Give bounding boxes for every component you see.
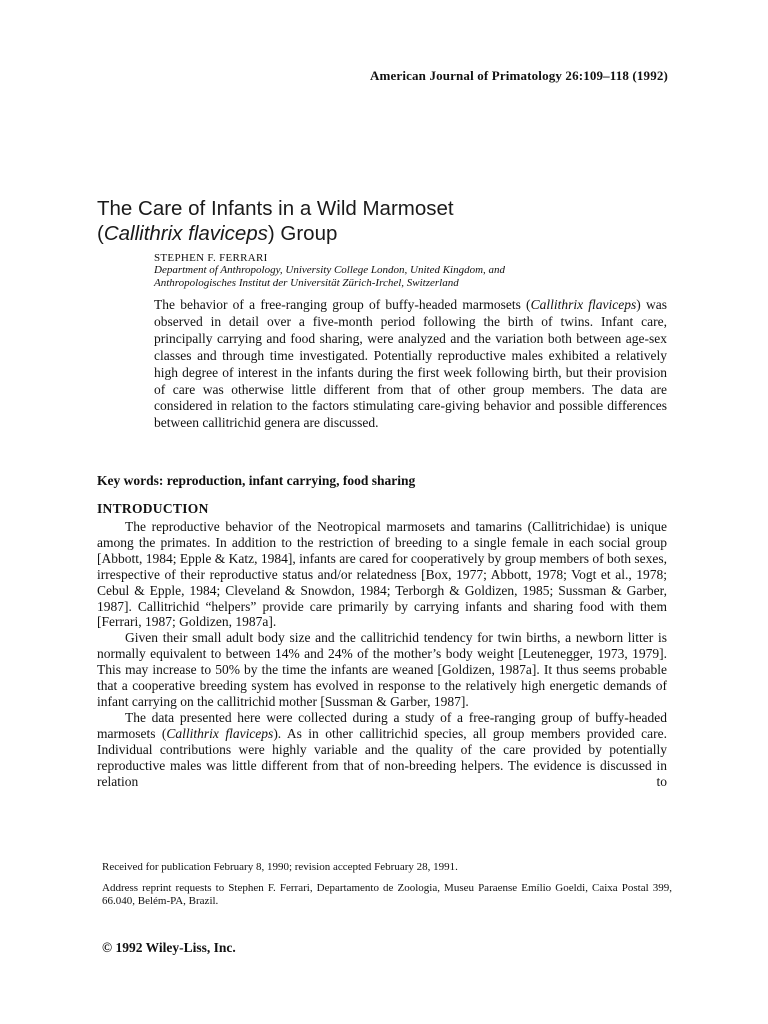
article-title-species: Callithrix flaviceps: [103, 222, 268, 245]
copyright: © 1992 Wiley-Liss, Inc.: [102, 940, 236, 955]
affiliation-line1: Department of Anthropology, University College London, United Kingdom, and: [154, 264, 506, 276]
intro-paragraph-3: The data presented here were collected during a study of a free-ranging group of buffy-headed marmosets (Callithrix flaviceps). As in other callitrichid species, all group members provided care. Individual contributions were highly variable and the quality of the care provided by potentially reproductive males was little different from that of non-breeding helpers. The evidence is discussed in relation to: [97, 709, 667, 789]
introduction-body: [97, 519, 667, 789]
abstract: The behavior of a free-ranging group of buffy-headed marmosets (Callithrix flaviceps) was observed in detail over a five-month period following the birth of twins. Infant care, principally carrying and food sharing, were analyzed and the variation both between age-sex classes and through time investigated. Potentially reproductive males exhibited a relatively high degree of interest in the infants during the first week following birth, but their provision of care was otherwise little different from that of other group members. The data are considered in relation to the factors stimulating care-giving behavior and possible differences between callitrichid genera are discussed.: [154, 297, 667, 431]
intro-paragraph-2: Given their small adult body size and the callitrichid tendency for twin births, a newborn litter is normally equivalent to between 14% and 24% of the mother’s body weight [Leutenegger, 1973, 1979]. This may increase to 50% by the time the infants are weaned [Goldizen, 1987a]. It thus seems probable that a cooperative breeding system has evolved in response to the relatively high energetic demands of infant carrying on the callitrichid mother [Sussman & Garber, 1987].: [97, 630, 667, 709]
article-title: [97, 196, 657, 246]
affiliation-line2: Anthropologisches Institut der Universität Zürich-Irchel, Switzerland: [154, 277, 459, 289]
received-note: Received for publication February 8, 1990; revision accepted February 28, 1991.: [102, 861, 458, 873]
intro-species: Callithrix flaviceps: [166, 725, 274, 741]
keywords: Key words: reproduction, infant carrying, food sharing: [97, 473, 416, 488]
section-heading-introduction: INTRODUCTION: [97, 501, 209, 516]
article-title-line1: The Care of Infants in a Wild Marmoset: [97, 197, 454, 220]
author-affiliation: [154, 264, 654, 290]
reprint-address: Address reprint requests to Stephen F. Ferrari, Departamento de Zoologia, Museu Paraense Emílio Goeldi, Caixa Postal 399, 66.040, Belém-PA, Brazil.: [102, 882, 672, 907]
journal-header: American Journal of Primatology 26:109–118 (1992): [369, 68, 668, 83]
abstract-species: Callithrix flaviceps: [530, 297, 637, 312]
article-title-line2: (Callithrix flaviceps) Group: [97, 222, 338, 245]
author-name: STEPHEN F. FERRARI: [154, 252, 268, 264]
intro-paragraph-1: The reproductive behavior of the Neotropical marmosets and tamarins (Callitrichidae) is unique among the primates. In addition to the restriction of breeding to a single female in each social group [Abbott, 1984; Epple & Katz, 1984], infants are cared for cooperatively by group members of both sexes, irrespective of their reproductive status and/or relatedness [Box, 1977; Abbott, 1978; Vogt et al., 1978; Cebul & Epple, 1984; Cleveland & Snowdon, 1984; Terborgh & Goldizen, 1985; Sussman & Garber, 1987]. Callitrichid “helpers” provide care primarily by carrying infants and sharing food with them [Ferrari, 1987; Goldizen, 1987a].: [97, 519, 667, 630]
